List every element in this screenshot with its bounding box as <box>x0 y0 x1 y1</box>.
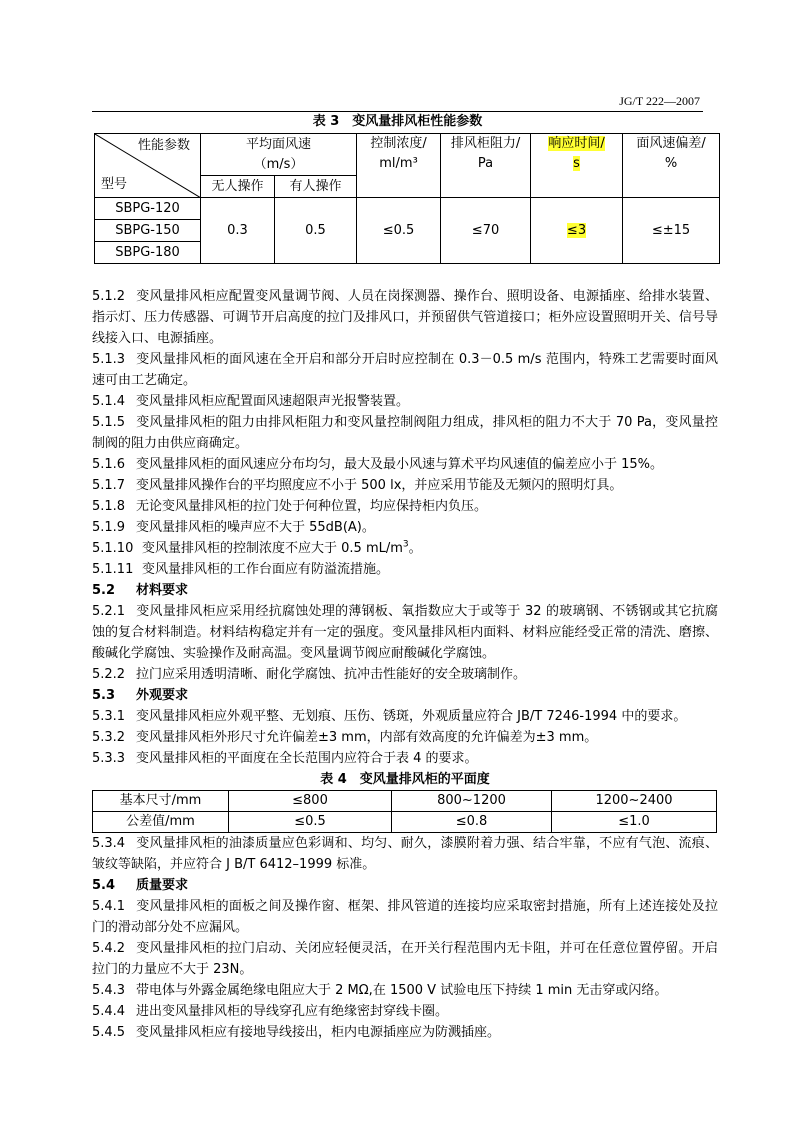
clause-5-1-9 <box>92 517 718 538</box>
clause-number: 5.3.4 <box>92 836 126 851</box>
clause-5-3-2 <box>92 727 718 748</box>
table-row <box>95 198 720 220</box>
clause-5-2-1 <box>92 601 718 664</box>
value-unattended: 0.3 <box>201 198 275 264</box>
header-concentration <box>357 134 441 198</box>
clause-text: 变风量排风柜的面风速应分布均匀，最大及最小风速与算术平均风速值的偏差应小于 15%。 <box>136 457 664 472</box>
section-number: 5.3 <box>92 688 116 703</box>
clause-5-1-10 <box>92 538 718 559</box>
value-response: ≤3 <box>566 222 587 238</box>
subheader-attended: 有人操作 <box>275 176 357 198</box>
face-velocity-unit: （m/s） <box>253 156 304 172</box>
clause-5-4-4 <box>92 1001 718 1022</box>
section-title: 外观要求 <box>136 688 189 703</box>
clause-tail: 。 <box>408 541 422 556</box>
concentration-unit: ml/m³ <box>379 156 418 171</box>
clause-5-1-11 <box>92 559 718 580</box>
table-row <box>93 812 717 833</box>
deviation-unit: % <box>664 156 678 171</box>
clause-number: 5.2.1 <box>92 604 126 619</box>
tolerance-cell: ≤0.5 <box>229 812 392 833</box>
clause-5-3-3 <box>92 748 718 769</box>
clause-number: 5.4.3 <box>92 983 126 998</box>
clause-number: 5.4.4 <box>92 1004 126 1019</box>
row-label-tolerance: 公差值/mm <box>93 812 229 833</box>
header-rule <box>92 111 703 112</box>
response-time-label: 响应时间/ <box>548 136 605 151</box>
section-title: 质量要求 <box>136 878 189 893</box>
clause-text: 变风量排风柜外形尺寸允许偏差±3 mm，内部有效高度的允许偏差为±3 mm。 <box>136 730 598 745</box>
tolerance-cell: ≤0.8 <box>392 812 552 833</box>
clause-text: 变风量排风柜应配置面风速超限声光报警装置。 <box>136 394 410 409</box>
clause-number: 5.1.9 <box>92 520 126 535</box>
clause-number: 5.4.5 <box>92 1025 126 1040</box>
header-response-time <box>531 134 623 198</box>
header-velocity-deviation <box>623 134 720 198</box>
table3 <box>94 133 720 264</box>
clause-number: 5.1.3 <box>92 352 126 367</box>
standard-code: JG/T 222—2007 <box>619 94 700 108</box>
section-number: 5.2 <box>92 583 116 598</box>
section-heading-5-4 <box>92 875 718 896</box>
clause-number: 5.2.2 <box>92 667 126 682</box>
clause-number: 5.3.2 <box>92 730 126 745</box>
clause-text: 进出变风量排风柜的导线穿孔应有绝缘密封穿线卡圈。 <box>136 1004 449 1019</box>
clause-5-1-5 <box>92 412 718 454</box>
clause-text: 无论变风量排风柜的拉门处于何种位置，均应保持柜内负压。 <box>136 499 488 514</box>
clause-text: 变风量排风柜应有接地导线接出，柜内电源插座应为防溅插座。 <box>136 1025 501 1040</box>
clause-text: 变风量排风柜应配置变风量调节阀、人员在岗探测器、操作台、照明设备、电源插座、给排水装置、指示灯、压力传感器、可调节开启高度的拉门及排风口，并预留供气管道接口；柜外应设置照明开关、信号导线接入口、电源插座。 <box>92 289 718 346</box>
section-number: 5.4 <box>92 878 116 893</box>
corner-bottom-label: 型号 <box>101 177 128 192</box>
clause-text: 变风量排风柜应外观平整、无划痕、压伤、锈斑，外观质量应符合 JB/T 7246-1994 中的要求。 <box>136 709 687 724</box>
clause-5-1-2 <box>92 286 718 349</box>
clause-number: 5.1.4 <box>92 394 126 409</box>
clause-text: 变风量排风操作台的平均照度应不小于 500 lx，并应采用节能及无频闪的照明灯具。 <box>136 478 623 493</box>
clause-number: 5.1.7 <box>92 478 126 493</box>
concentration-label: 控制浓度/ <box>370 136 427 151</box>
clause-5-4-3 <box>92 980 718 1001</box>
clause-number: 5.1.11 <box>92 562 134 577</box>
deviation-label: 面风速偏差/ <box>636 136 706 151</box>
size-cell: ≤800 <box>229 791 392 812</box>
clause-number: 5.1.5 <box>92 415 126 430</box>
model-cell: SBPG-180 <box>95 242 201 264</box>
clause-text: 变风量排风柜的平面度在全长范围内应符合于表 4 的要求。 <box>136 751 478 766</box>
clause-text: 带电体与外露金属绝缘电阻应大于 2 MΩ,在 1500 V 试验电压下持续 1 min 无击穿或闪络。 <box>136 983 668 998</box>
section-heading-5-2 <box>92 580 718 601</box>
clause-text: 变风量排风柜应采用经抗腐蚀处理的薄钢板、氧指数应大于或等于 32 的玻璃钢、不锈钢或其它抗腐蚀的复合材料制造。材料结构稳定并有一定的强度。变风量排风柜内面料、材料应能经受正常的清洗、磨擦、酸碱化学腐蚀、实验操作及耐高温。变风量调节阀应耐酸碱化学腐蚀。 <box>92 604 718 661</box>
clause-number: 5.1.6 <box>92 457 126 472</box>
value-resistance: ≤70 <box>441 198 531 264</box>
clause-text: 变风量排风柜的油漆质量应色彩调和、均匀、耐久，漆膜附着力强、结合牢靠，不应有气泡、流痕、皱纹等缺陷，并应符合 J B/T 6412–1999 标准。 <box>92 836 718 872</box>
clause-number: 5.3.3 <box>92 751 126 766</box>
face-velocity-label: 平均面风速 <box>246 136 312 152</box>
clause-text: 变风量排风柜的面板之间及操作窗、框架、排风管道的连接均应采取密封措施，所有上述连接处及拉门的滑动部分处不应漏风。 <box>92 899 718 935</box>
model-cell: SBPG-120 <box>95 198 201 220</box>
table3-corner-cell <box>95 134 201 198</box>
clause-5-4-5 <box>92 1022 718 1043</box>
size-cell: 800~1200 <box>392 791 552 812</box>
clause-text: 变风量排风柜的噪声应不大于 55dB(A)。 <box>136 520 375 535</box>
resistance-unit: Pa <box>477 156 494 171</box>
clause-5-4-2 <box>92 938 718 980</box>
clause-5-1-7 <box>92 475 718 496</box>
response-time-unit: s <box>573 156 580 171</box>
section-heading-5-3 <box>92 685 718 706</box>
header-face-velocity <box>201 134 357 176</box>
clause-5-1-6 <box>92 454 718 475</box>
clause-5-2-2 <box>92 664 718 685</box>
value-deviation: ≤±15 <box>623 198 720 264</box>
clause-number: 5.1.2 <box>92 289 126 304</box>
clause-text: 变风量排风柜的拉门启动、关闭应轻便灵活，在开关行程范围内无卡阻，并可在任意位置停留。开启拉门的力量应不大于 23N。 <box>92 941 718 977</box>
clause-number: 5.1.8 <box>92 499 126 514</box>
clause-5-1-8 <box>92 496 718 517</box>
table3-caption: 表 3 变风量排风柜性能参数 <box>312 114 483 129</box>
subheader-unattended: 无人操作 <box>201 176 275 198</box>
table4 <box>92 790 717 833</box>
clause-number: 5.3.1 <box>92 709 126 724</box>
clause-text: 变风量排风柜的工作台面应有防溢流措施。 <box>142 562 390 577</box>
value-attended: 0.5 <box>275 198 357 264</box>
row-label-basic-size: 基本尺寸/mm <box>93 791 229 812</box>
clause-5-3-4 <box>92 833 718 875</box>
section-title: 材料要求 <box>136 583 189 598</box>
clause-5-1-3 <box>92 349 718 391</box>
clause-5-1-4 <box>92 391 718 412</box>
clause-text: 变风量排风柜的控制浓度不应大于 0.5 mL/m <box>142 541 403 556</box>
superscript: 3 <box>402 539 409 550</box>
clause-text: 变风量排风柜的阻力由排风柜阻力和变风量控制阀阻力组成，排风柜的阻力不大于 70 Pa，变风量控制阀的阻力由供应商确定。 <box>92 415 718 451</box>
clause-5-3-1 <box>92 706 718 727</box>
table4-caption: 表 4 变风量排风柜的平面度 <box>320 772 490 787</box>
corner-top-label: 性能参数 <box>137 138 190 153</box>
header-resistance <box>441 134 531 198</box>
clause-number: 5.4.1 <box>92 899 126 914</box>
size-cell: 1200~2400 <box>552 791 717 812</box>
model-cell: SBPG-150 <box>95 220 201 242</box>
tolerance-cell: ≤1.0 <box>552 812 717 833</box>
clause-number: 5.4.2 <box>92 941 126 956</box>
clause-text: 拉门应采用透明清晰、耐化学腐蚀、抗冲击性能好的安全玻璃制作。 <box>136 667 527 682</box>
value-response-cell <box>531 198 623 264</box>
clause-5-4-1 <box>92 896 718 938</box>
value-concentration: ≤0.5 <box>357 198 441 264</box>
resistance-label: 排风柜阻力/ <box>450 136 521 151</box>
clause-number: 5.1.10 <box>92 541 134 556</box>
body-text <box>92 286 718 1043</box>
clause-text: 变风量排风柜的面风速在全开启和部分开启时应控制在 0.3－0.5 m/s 范围内，特殊工艺需要时面风速可由工艺确定。 <box>92 352 718 388</box>
table-row <box>93 791 717 812</box>
